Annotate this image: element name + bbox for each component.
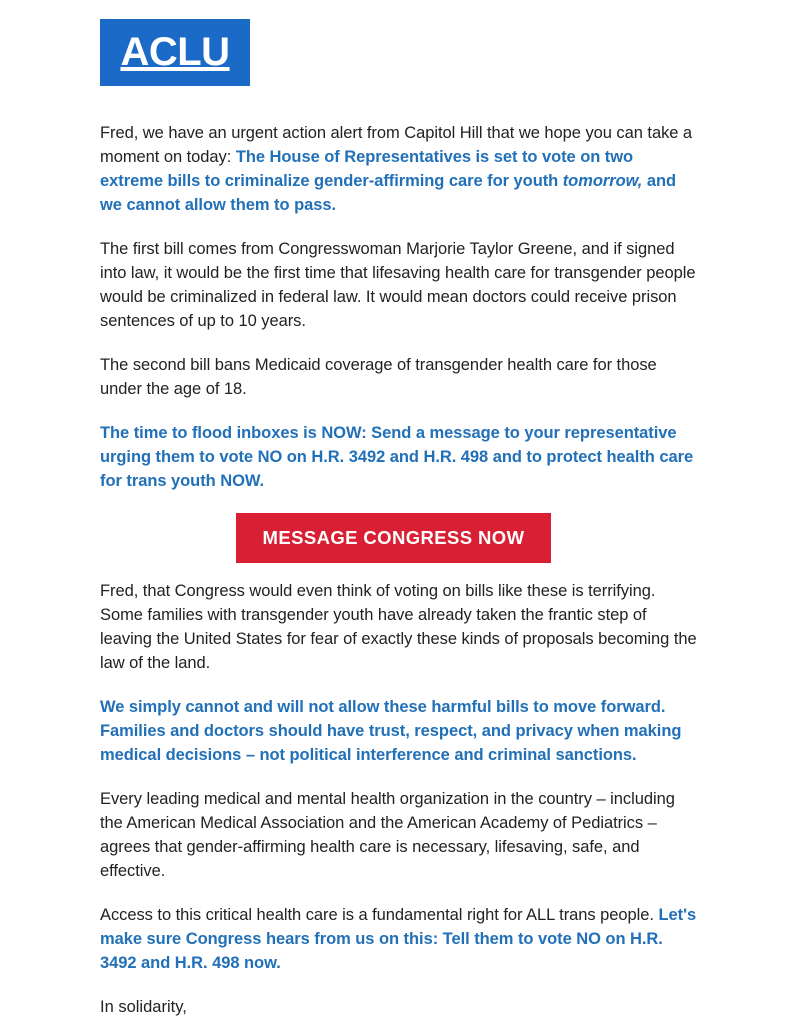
paragraph-first-bill: The first bill comes from Congresswoman Marjorie Taylor Greene, and if signed into law, it would be the first time that lifesaving health care for transgender people would be criminalized in federal law. It would mean doctors could receive prison sentences of up to 10 years. <box>100 240 696 330</box>
paragraph-terrifying: Fred, that Congress would even think of voting on bills like these is terrifying. Some families with transgender youth have already taken the frantic step of leaving the United States for fear of exactly these kinds of proposals becoming the law of the land. <box>100 582 697 672</box>
tell-congress-link[interactable]: Let's make sure Congress hears from us on this: Tell them to vote NO on H.R. 3492 and H.R. 498 now. <box>100 906 697 972</box>
message-congress-button[interactable]: MESSAGE CONGRESS NOW <box>236 513 552 563</box>
intro-link-text-b: and we cannot allow them to pass. <box>100 172 677 214</box>
paragraph-cannot-allow <box>100 695 700 767</box>
access-rights-text: Access to this critical health care is a fundamental right for ALL trans people. <box>100 906 659 924</box>
intro-link-text-a: The House of Representatives is set to vote on two extreme bills to criminalize gender-affirming care for youth <box>100 148 634 190</box>
paragraph-intro <box>100 121 700 217</box>
paragraph-second-bill: The second bill bans Medicaid coverage of transgender health care for those under the age of 18. <box>100 356 657 398</box>
paragraph-flood-inboxes <box>100 421 700 493</box>
signoff-line: In solidarity, <box>100 998 187 1016</box>
intro-greeting-text: Fred, we have an urgent action alert from Capitol Hill that we hope you can take a moment on today: <box>100 124 693 166</box>
paragraph-medical-orgs: Every leading medical and mental health organization in the country – including the American Medical Association and the American Academy of Pediatrics – agrees that gender-affirming health care is necessary, lifesaving, safe, and effective. <box>100 790 675 880</box>
paragraph-access-rights <box>100 903 700 975</box>
flood-inboxes-link[interactable]: The time to flood inboxes is NOW: Send a message to your representative urging them to vote NO on H.R. 3492 and H.R. 498 and to protect health care for trans youth NOW. <box>100 424 694 490</box>
cannot-allow-link[interactable]: We simply cannot and will not allow these harmful bills to move forward. Families and doctors should have trust, respect, and privacy when making medical decisions – not political interference and criminal sanctions. <box>100 698 682 764</box>
cta-container <box>100 513 700 563</box>
aclu-logo[interactable]: ACLU <box>100 19 250 86</box>
logo-container <box>0 0 800 86</box>
intro-link-emphasis: tomorrow, <box>562 172 643 190</box>
email-content <box>0 121 800 1019</box>
logo-spacer <box>0 86 800 121</box>
